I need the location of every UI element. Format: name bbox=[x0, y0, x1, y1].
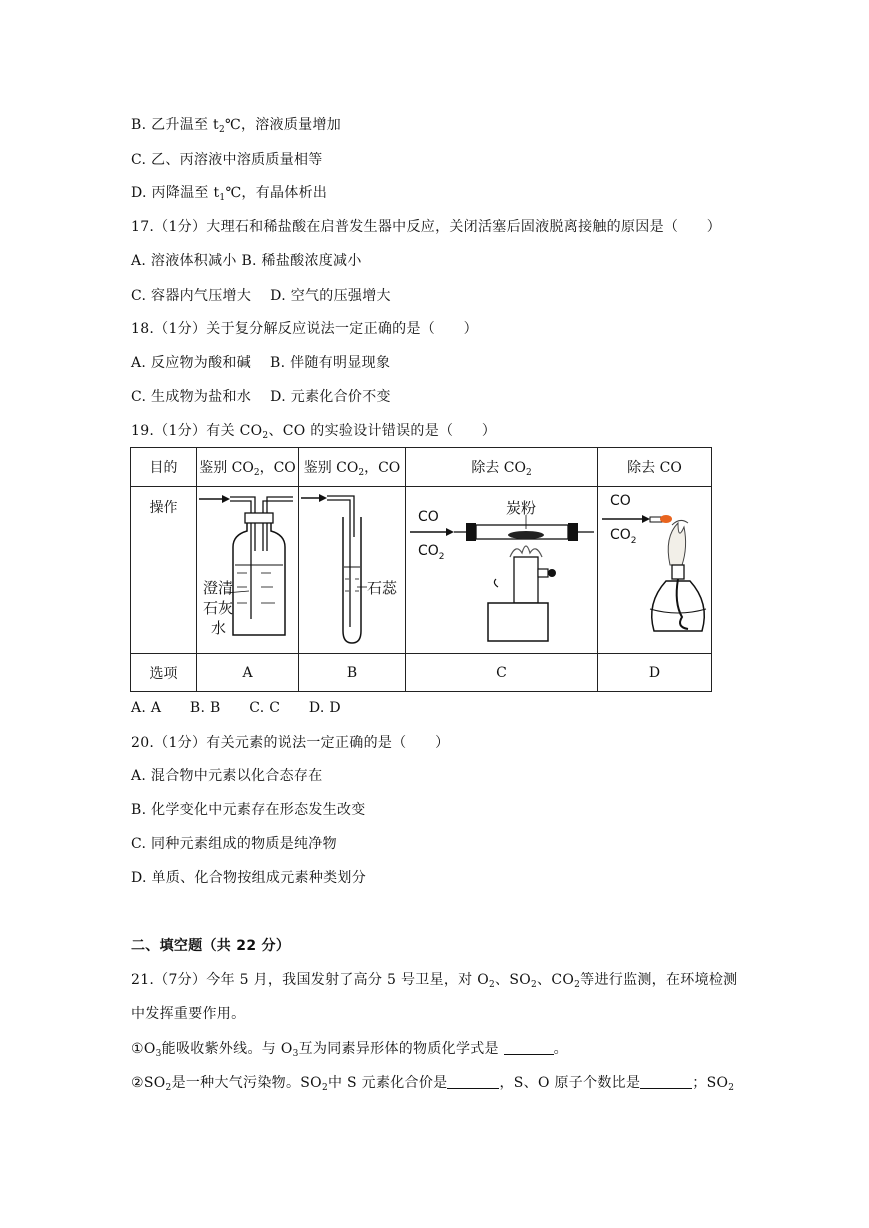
q16-option-c: C. 乙、丙溶液中溶质质量相等 bbox=[131, 152, 323, 168]
q19-options: A. A B. B C. C D. D bbox=[131, 700, 341, 716]
carbon-powder-label: 炭粉 bbox=[506, 499, 537, 517]
q17-stem: 17.（1分）大理石和稀盐酸在启普发生器中反应，关闭活塞后固液脱离接触的原因是（ ） bbox=[131, 219, 722, 235]
q18-options-ab: A. 反应物为酸和碱 B. 伴随有明显现象 bbox=[131, 355, 391, 371]
limewater-label-3: 水 bbox=[211, 619, 227, 637]
combustion-tube-diagram bbox=[406, 487, 597, 649]
q16-option-d: D. 丙降温至 $t_1℃$，有晶体析出 bbox=[131, 185, 328, 203]
test-tube-diagram bbox=[299, 487, 405, 649]
option-d: D bbox=[598, 654, 712, 692]
gas-co-label: CO bbox=[418, 509, 439, 525]
table-head-purpose: 目的 bbox=[131, 448, 197, 487]
q20-option-c: C. 同种元素组成的物质是纯净物 bbox=[131, 836, 337, 852]
table-row-option-label: 选项 bbox=[131, 654, 197, 692]
q20-option-a: A. 混合物中元素以化合态存在 bbox=[131, 768, 323, 784]
apparatus-b bbox=[299, 487, 406, 654]
q20-stem: 20.（1分）有关元素的说法一定正确的是（ ） bbox=[131, 735, 450, 751]
table-head-b: 鉴别 $CO_2$，CO bbox=[299, 448, 406, 487]
q19-stem: 19.（1分）有关 $CO_2$、CO 的实验设计错误的是（ ） bbox=[131, 423, 497, 441]
option-b: B bbox=[299, 654, 406, 692]
answer-blank-1[interactable] bbox=[504, 1040, 554, 1055]
q21-subquestion-2: $②SO_2$是一种大气污染物。$SO_2$中 S 元素化合价是 ，S、O 原子个数比是 ；$SO_2$ bbox=[131, 1075, 735, 1093]
apparatus-d bbox=[598, 487, 712, 654]
q20-option-b: B. 化学变化中元素存在形态发生改变 bbox=[131, 802, 366, 818]
option-a: A bbox=[197, 654, 299, 692]
limewater-label-1: 澄清 bbox=[203, 579, 234, 597]
table-head-d: 除去 CO bbox=[598, 448, 712, 487]
alcohol-lamp-diagram bbox=[598, 487, 711, 649]
limewater-label-2: 石灰 bbox=[203, 599, 234, 617]
q20-option-d: D. 单质、化合物按组成元素种类划分 bbox=[131, 870, 367, 886]
gas-washing-bottle-diagram bbox=[197, 487, 298, 649]
answer-blank-2[interactable] bbox=[447, 1074, 499, 1089]
q21-stem-line1: 21.（7分）今年 5 月，我国发射了高分 5 号卫星，对 $O_2$、$SO_2$、$CO_2$等进行监测，在环境检测 bbox=[131, 972, 738, 990]
q18-options-cd: C. 生成物为盐和水 D. 元素化合价不变 bbox=[131, 389, 391, 405]
gas-co2-label: $CO_2$ bbox=[418, 543, 445, 562]
q17-options-cd: C. 容器内气压增大 D. 空气的压强增大 bbox=[131, 288, 391, 304]
q16-option-b: B. 乙升温至 $t_2℃$，溶液质量增加 bbox=[131, 117, 342, 135]
q21-stem-line2: 中发挥重要作用。 bbox=[131, 1006, 246, 1022]
table-row-operation-label: 操作 bbox=[131, 487, 197, 654]
gas-co2-label-d: $CO_2$ bbox=[610, 527, 637, 546]
apparatus-a bbox=[197, 487, 299, 654]
gas-co-label-d: CO bbox=[610, 493, 631, 509]
apparatus-c bbox=[406, 487, 598, 654]
table-head-c: 除去 $CO_2$ bbox=[406, 448, 598, 487]
table-head-a: 鉴别 $CO_2$，CO bbox=[197, 448, 299, 487]
option-c: C bbox=[406, 654, 598, 692]
section-heading: 二、填空题（共 22 分） bbox=[131, 938, 291, 954]
experiment-table bbox=[130, 447, 712, 692]
litmus-label: 石蕊 bbox=[367, 579, 398, 597]
q17-options-ab: A. 溶液体积减小 B. 稀盐酸浓度减小 bbox=[131, 253, 362, 269]
q18-stem: 18.（1分）关于复分解反应说法一定正确的是（ ） bbox=[131, 321, 478, 337]
answer-blank-3[interactable] bbox=[640, 1074, 692, 1089]
q21-subquestion-1: $①O_3$能吸收紫外线。与 $O_3$互为同素异形体的物质化学式是 。 bbox=[131, 1041, 568, 1059]
